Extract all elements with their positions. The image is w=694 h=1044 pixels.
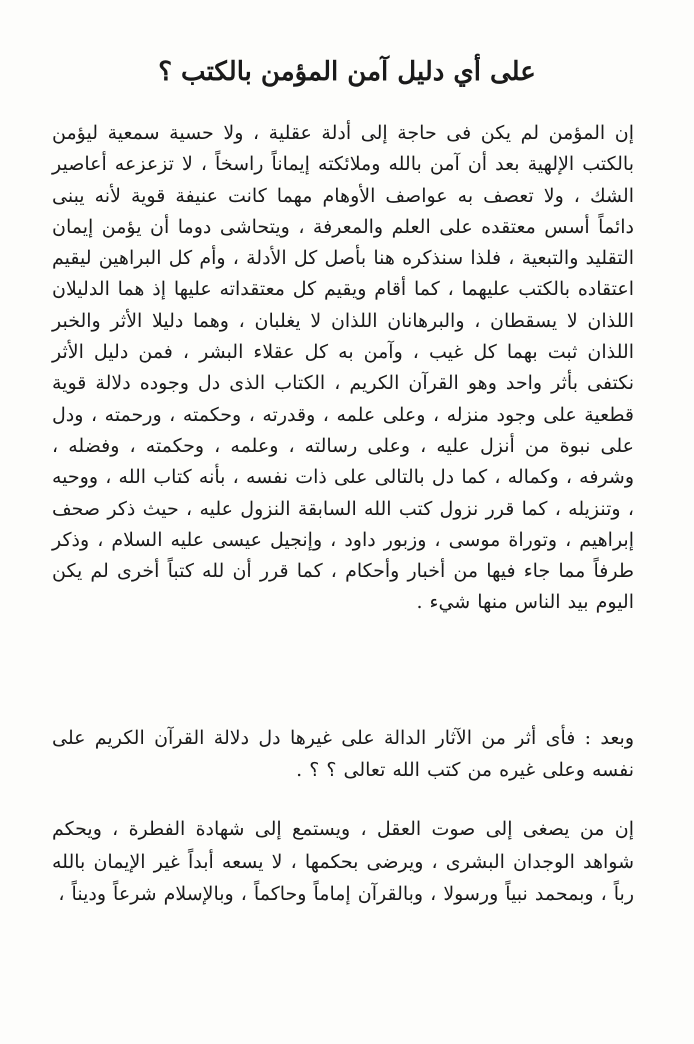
page-title: على أي دليل آمن المؤمن بالكتب ؟ [158, 57, 536, 87]
paragraph-3: إن من يصغى إلى صوت العقل ، ويستمع إلى شهادة الفطرة ، ويحكم شواهد الوجدان البشرى ، ويرضى بحكمها ، لا يسعه أبداً غير الإيمان بالله رباً ، وبمحمد نبياً ورسولا ، وبالقرآن إماماً وحاكماً ، وبالإسلام شرعاً وديناً ، [52, 818, 634, 905]
paragraph-1: إن المؤمن لم يكن فى حاجة إلى أدلة عقلية ، ولا حسية سمعية ليؤمن بالكتب الإلهية بعد أن آمن بالله وملائكته إيماناً راسخاً ، لا تزعزعه أعاصير الشك ، ولا تعصف به عواصف الأوهام مهما كانت عنيفة قوية لأنه يبنى دائماً أسس معتقده على العلم والمعرفة ، ويتحاشى دوما أن يؤمن إيمان التقليد والتبعية ، فلذا سنذكره هنا بأصل كل الأدلة ، وأم كل البراهين ليقيم اعتقاده بالكتب عليهما ، كما أقام ويقيم كل معتقداته عليها إذ هما الدليلان اللذان لا يسقطان ، والبرهانان اللذان لا يغلبان ، وهما دليلا الأثر والخبر اللذان ثبت بهما كل غيب ، وآمن به كل عقلاء البشر ، فمن دليل الأثر نكتفى بأثر واحد وهو القرآن الكريم ، الكتاب الذى دل وجوده دلالة قوية قطعية على وجود منزله ، وعلى علمه ، وقدرته ، وحكمته ، ورحمته ، ودل على نبوة من أنزل عليه ، وعلى رسالته ، وعلمه ، وحكمته ، وفضله ، وشرفه ، وكماله ، كما دل بالتالى على ذات نفسه ، بأنه كتاب الله ، ووحيه ، وتنزيله ، كما قرر نزول كتب الله السابقة النزول عليه ، حيث ذكر صحف إبراهيم ، وتوراة موسى ، وزبور داود ، وإنجيل عيسى عليه السلام ، وذكر طرفاً مما جاء فيها من أخبار وأحكام ، كما قرر أن لله كتباً أخرى لم يكن اليوم بيد الناس منها شيء . [52, 122, 634, 614]
paragraph-2: وبعد : فأى أثر من الآثار الدالة على غيرها دل دلالة القرآن الكريم على نفسه وعلى غيره من كتب الله تعالى ؟ ؟ . [52, 727, 634, 781]
